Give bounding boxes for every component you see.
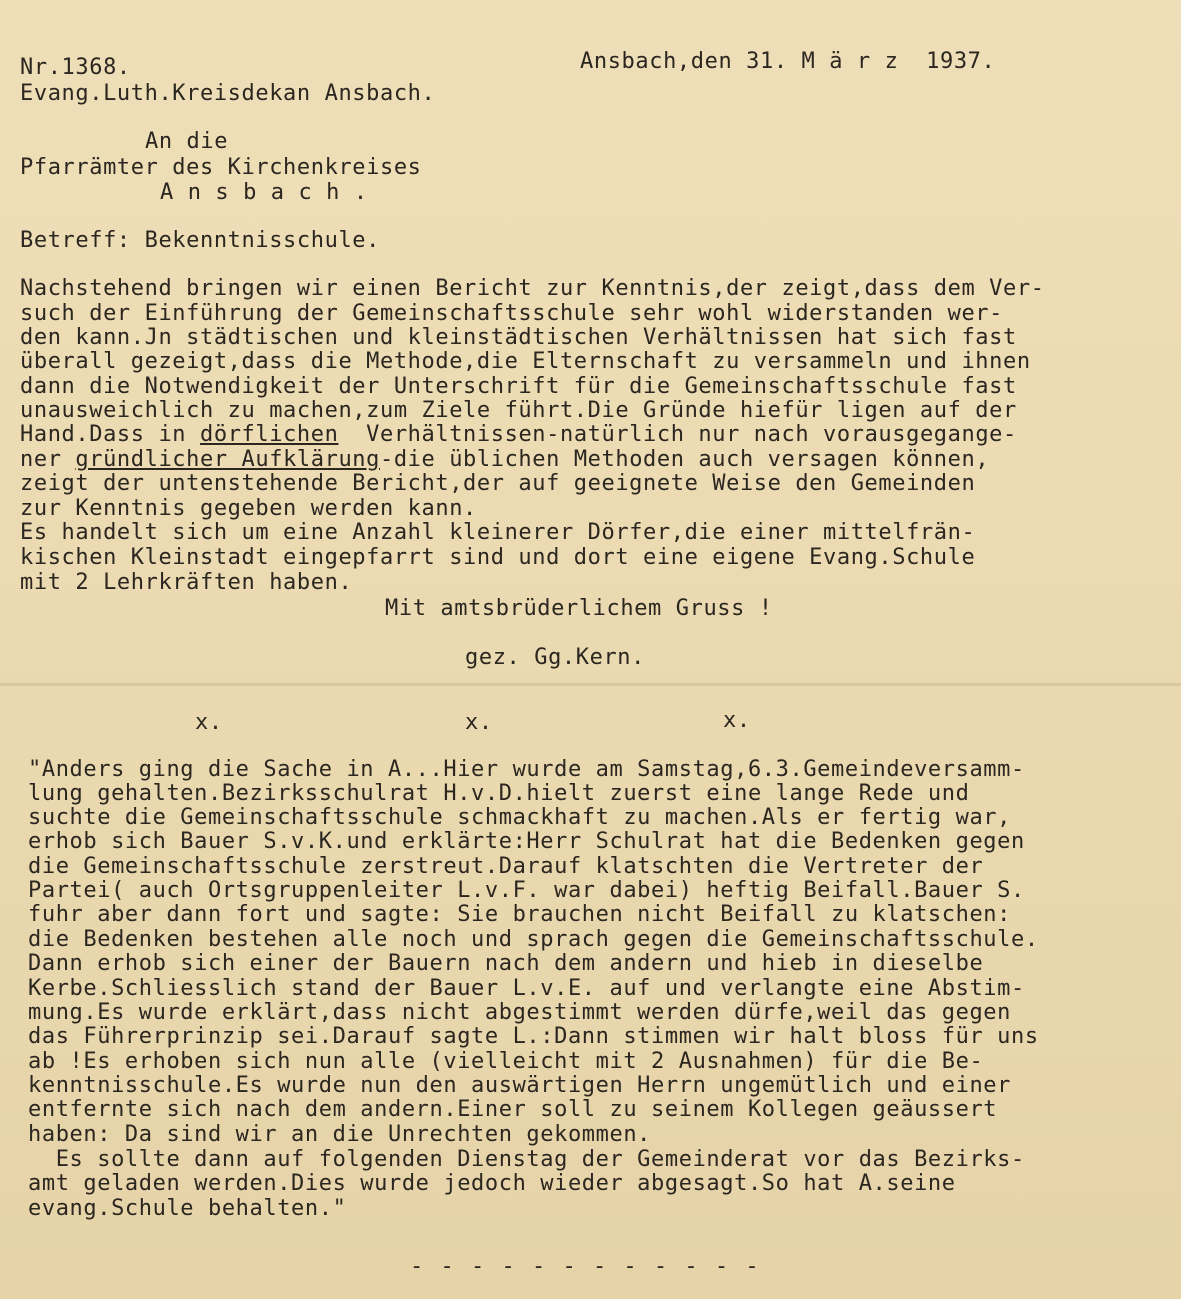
closing-greeting: Mit amtsbrüderlichem Gruss ! (385, 596, 773, 621)
body-line: Es handelt sich um eine Anzahl kleinerer Dörfer,die einer mittelfrän- (20, 520, 976, 545)
body-text: Hand.Dass in (20, 422, 200, 447)
report-line: Es sollte dann auf folgenden Dienstag der Gemeinderat vor das Bezirks- (28, 1147, 1025, 1172)
report-line: suchte die Gemeinschaftsschule schmackhaft zu machen.Als er fertig war, (28, 805, 1012, 830)
end-separator: - - - - - - - - - - - - (410, 1254, 761, 1279)
report-line: haben: Da sind wir an die Unrechten gekommen. (28, 1122, 652, 1147)
body-line: überall gezeigt,dass die Methode,die Elternschaft zu versammeln und ihnen (20, 349, 1031, 374)
report-line: das Führerprinzip sei.Darauf sagte L.:Dann stimmen wir halt bloss für uns (28, 1024, 1039, 1049)
document-number: Nr.1368. (20, 55, 131, 80)
body-text: Verhältnissen-natürlich nur nach vorausgegange- (338, 422, 1017, 447)
report-line: erhob sich Bauer S.v.K.und erklärte:Herr Schulrat hat die Bedenken gegen (28, 829, 1025, 854)
address-line-2: Pfarrämter des Kirchenkreises (20, 155, 422, 180)
body-text: -die üblichen Methoden auch versagen können, (379, 447, 990, 472)
report-line: fuhr aber dann fort und sagte: Sie brauchen nicht Beifall zu klatschen: (28, 902, 1012, 927)
address-line-3: A n s b a c h . (160, 180, 368, 205)
report-line: mung.Es wurde erklärt,dass nicht abgestimmt werden dürfe,weil das gegen (28, 1000, 1012, 1025)
report-line: Kerbe.Schliesslich stand der Bauer L.v.E. auf und verlangte eine Abstim- (28, 976, 1025, 1001)
section-mark: x. (195, 710, 223, 735)
body-line: zur Kenntnis gegeben werden kann. (20, 496, 477, 521)
body-line: dann die Notwendigkeit der Unterschrift für die Gemeinschaftsschule fast (20, 374, 1017, 399)
place-and-date: Ansbach,den 31. M ä r z 1937. (580, 49, 996, 74)
body-line: unausweichlich zu machen,zum Ziele führt.Die Gründe hiefür ligen auf der (20, 398, 1017, 423)
address-line-1: An die (145, 129, 229, 154)
body-line: mit 2 Lehrkräften haben. (20, 570, 353, 595)
report-line: Dann erhob sich einer der Bauern nach dem andern und hieb in dieselbe (28, 951, 984, 976)
section-mark: x. (465, 710, 493, 735)
report-line: kenntnisschule.Es wurde nun den auswärtigen Herrn ungemütlich und einer (28, 1073, 1012, 1098)
underlined-word: dörflichen (200, 422, 339, 447)
report-line: Partei( auch Ortsgruppenleiter L.v.F. war dabei) heftig Beifall.Bauer S. (28, 878, 1025, 903)
body-line: zeigt der untenstehende Bericht,der auf geeignete Weise den Gemeinden (20, 471, 976, 496)
report-line: "Anders ging die Sache in A...Hier wurde am Samstag,6.3.Gemeindeversamm- (28, 757, 1025, 782)
underlined-phrase: gründlicher Aufklärung (75, 447, 380, 472)
report-line: lung gehalten.Bezirksschulrat H.v.D.hielt zuerst eine lange Rede und (28, 781, 970, 806)
body-line: den kann.Jn städtischen und kleinstädtischen Verhältnissen hat sich fast (20, 325, 1017, 350)
section-mark: x. (723, 708, 751, 733)
report-line: die Gemeinschaftsschule zerstreut.Darauf klatschten die Vertreter der (28, 854, 984, 879)
paper-fold (0, 683, 1181, 686)
report-line: amt geladen werden.Dies wurde jedoch wieder abgesagt.So hat A.seine (28, 1171, 956, 1196)
body-line: Nachstehend bringen wir einen Bericht zur Kenntnis,der zeigt,dass dem Ver- (20, 276, 1045, 301)
report-line: ab !Es erhoben sich nun alle (vielleicht mit 2 Ausnahmen) für die Be- (28, 1049, 984, 1074)
sender: Evang.Luth.Kreisdekan Ansbach. (20, 81, 436, 106)
report-line: entfernte sich nach dem andern.Einer soll zu seinem Kollegen geäussert (28, 1097, 998, 1122)
body-line (20, 448, 989, 472)
report-line: die Bedenken bestehen alle noch und sprach gegen die Gemeinschaftsschule. (28, 927, 1039, 952)
subject-line: Betreff: Bekenntnisschule. (20, 228, 380, 253)
body-line: such der Einführung der Gemeinschaftsschule sehr wohl widerstanden wer- (20, 301, 1004, 326)
body-line: kischen Kleinstadt eingepfarrt sind und dort eine eigene Evang.Schule (20, 545, 976, 570)
report-line: evang.Schule behalten." (28, 1196, 347, 1221)
body-line (20, 423, 1017, 447)
signature: gez. Gg.Kern. (465, 645, 645, 670)
body-text: ner (20, 447, 76, 472)
